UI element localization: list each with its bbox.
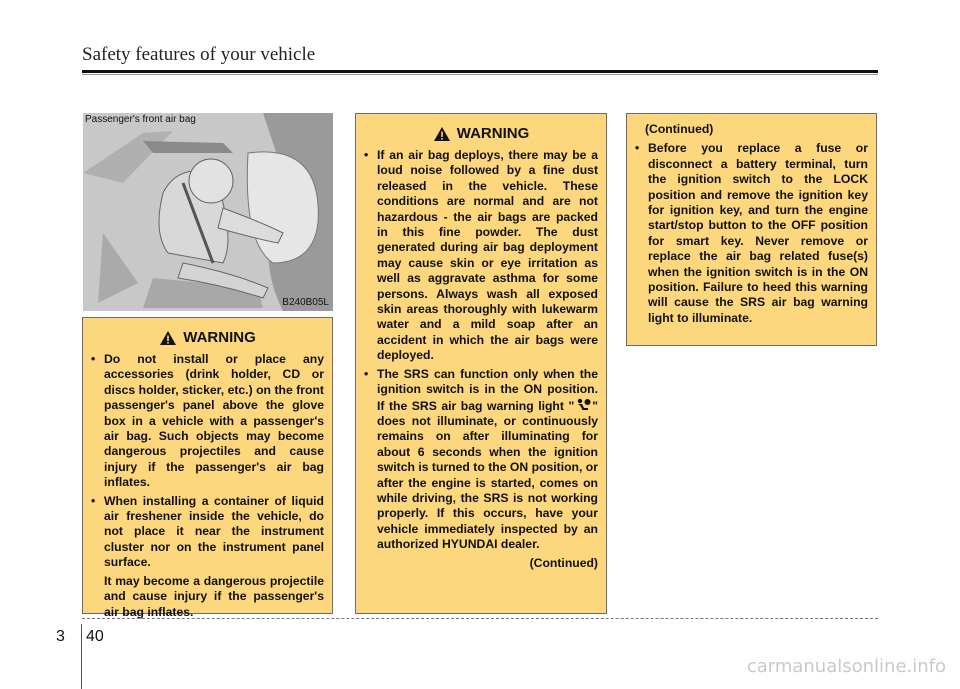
warning-item: • When installing a container of liquid air freshener inside the vehicle, do not place it near the instrument cluster nor on the instrument panel surface. <box>91 494 324 571</box>
section-number: 3 <box>56 628 65 645</box>
warning-extra: It may become a dangerous projectile and cause injury if the passenger's air bag inflates. <box>104 573 324 619</box>
continued-label: (Continued) <box>529 555 598 570</box>
page-header-title: Safety features of your vehicle <box>82 44 316 65</box>
header-rule <box>82 70 878 73</box>
airbag-indicator-icon <box>575 398 591 412</box>
warning-triangle-icon <box>433 126 451 142</box>
warning-title-text: WARNING <box>183 329 256 347</box>
warning-box-right <box>626 113 877 346</box>
warning-title <box>91 328 324 348</box>
warning-list <box>91 352 324 571</box>
warning-title <box>364 124 598 144</box>
warning-item: • If an air bag deploys, there may be a loud noise followed by a fine dust released in the vehicle. These conditions are normal and are not hazardous - the air bags are packed in this fine powder. The dust generated during air bag deployment may cause skin or eye irritation as well as aggravate asthma for some persons. Always wash all exposed skin areas thoroughly with lukewarm water and a mild soap after an accident in which the air bags were deployed. <box>364 148 598 364</box>
warning-list <box>364 148 598 553</box>
header-rule-thin <box>82 74 878 75</box>
watermark-text: carmanualsonline.info <box>746 656 946 677</box>
page-number: 40 <box>86 628 104 645</box>
figure-code: B240B05L <box>282 297 329 308</box>
warning-box-middle <box>355 113 607 614</box>
warning-triangle-icon <box>159 330 177 346</box>
warning-title-text: WARNING <box>456 125 530 143</box>
footer-separator <box>82 618 878 619</box>
warning-item: • Before you replace a fuse or disconnect a battery terminal, turn the ignition switch to the LOCK position and remove the ignition key for ignition key, and turn the engine start/stop button to the OFF position for smart key. Never remove or replace the air bag related fuse(s) when the ignition switch is in the ON position. Failure to heed this warning will cause the SRS air bag warning light to illuminate. <box>635 141 868 326</box>
warning-box-left <box>82 317 333 619</box>
warning-item-part: The SRS can function only when the ignition switch is in the ON position. If the SRS air bag warning light " <box>377 366 598 413</box>
warning-item-part: " does not illuminate, or continuously remains on after illuminating for about 6 seconds when the ignition switch is turned to the ON position, or after the engine is started, comes on while driving, the SRS is not working properly. If this occurs, have your vehicle immediately inspected by an authorized HYUNDAI dealer. <box>377 398 598 552</box>
airbag-illustration <box>83 113 333 311</box>
footer-vertical-rule <box>81 624 82 689</box>
warning-list <box>635 141 868 326</box>
warning-item: • Do not install or place any accessories (drink holder, CD or discs holder, sticker, etc.) on the front passenger's panel above the glove box in a vehicle with a passenger's air bag. Such objects may become dangerous projectiles and cause injury if the passenger's air bag inflates. <box>91 352 324 491</box>
continued-label: (Continued) <box>645 122 714 136</box>
figure-caption: Passenger's front air bag <box>85 114 196 125</box>
airbag-figure <box>83 113 333 311</box>
warning-item <box>364 367 598 553</box>
